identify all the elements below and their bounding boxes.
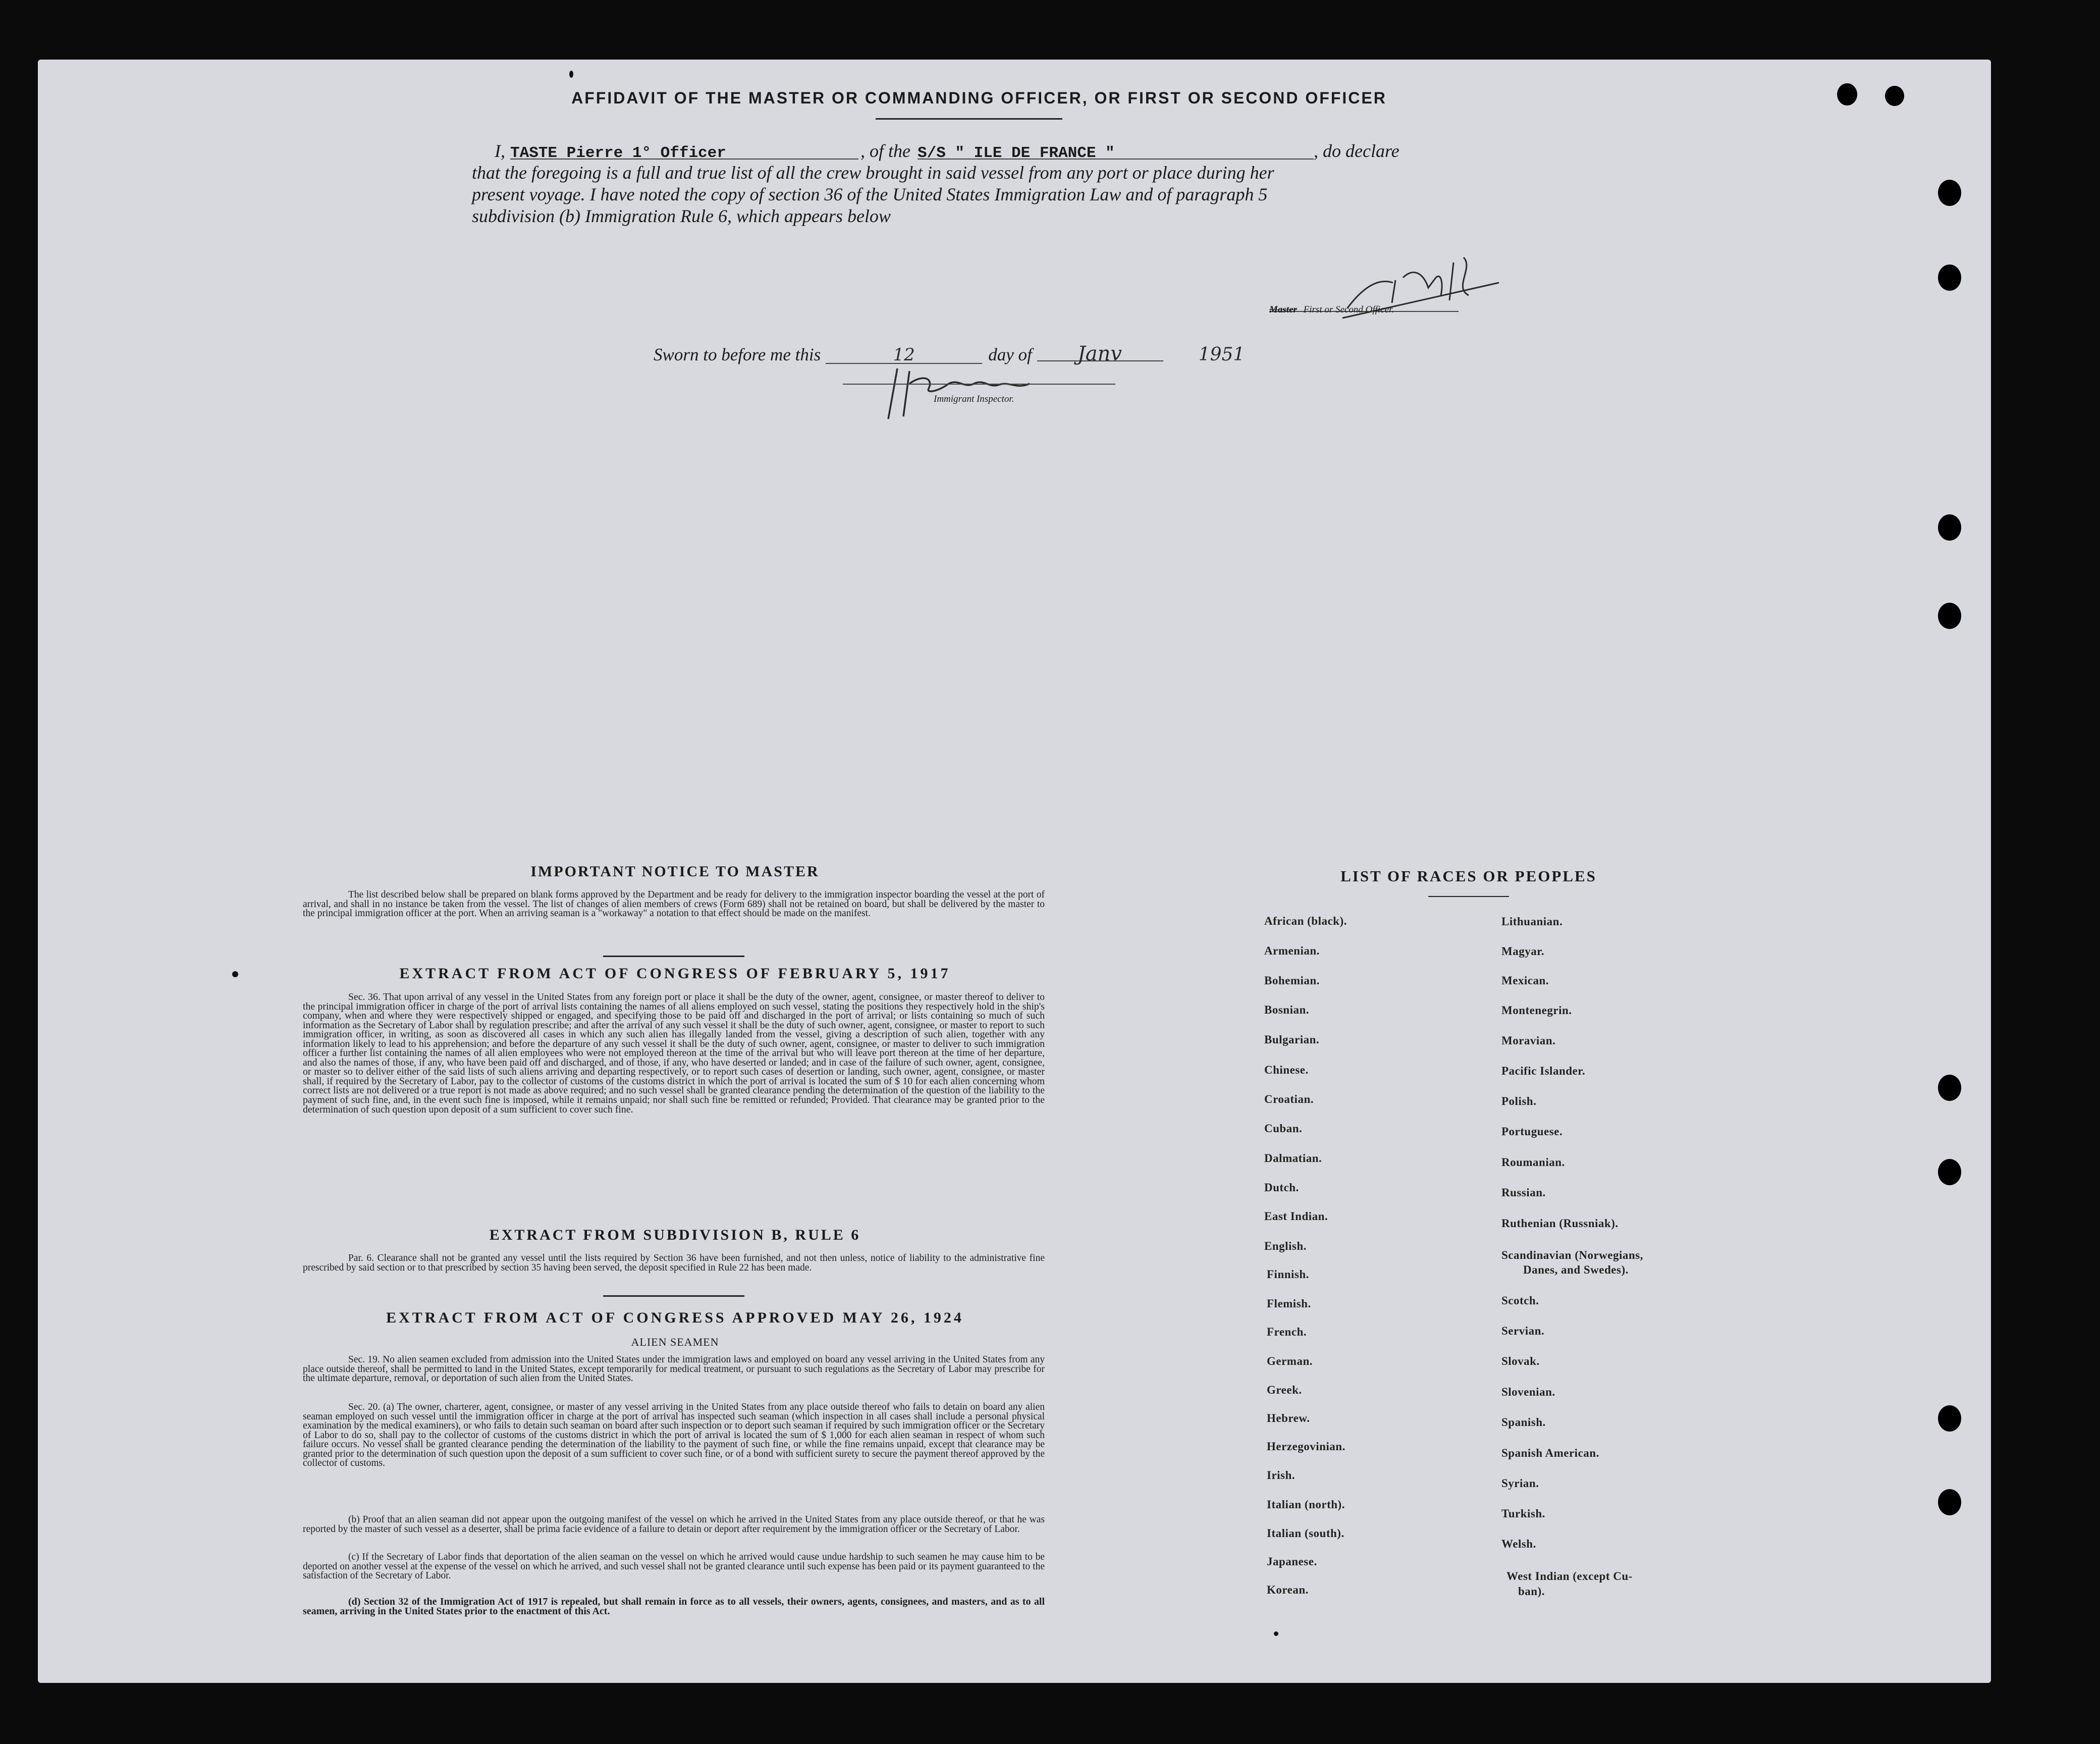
races-rule	[1428, 896, 1509, 897]
extract3-sec20b: (b) Proof that an alien seaman did not appear upon the outgoing manifest of the vessel on which he arrived in the United States from any place outside thereof, or that he was reported by the master of such vessel as a deserter, shall be prima facie evidence of a failure to detain or deport after requirement by the immigration officer or the Secretary of Labor.	[303, 1514, 1045, 1535]
title-rule	[876, 118, 1062, 120]
affidavit-title: AFFIDAVIT OF THE MASTER OR COMMANDING OFFICER, OR FIRST OR SECOND OFFICER	[571, 89, 1387, 107]
race-item: Spanish American.	[1501, 1447, 1599, 1459]
punch-hole	[1885, 86, 1904, 106]
notice-title: IMPORTANT NOTICE TO MASTER	[530, 863, 820, 880]
punch-hole	[1938, 603, 1961, 629]
race-item: West Indian (except Cu-	[1506, 1570, 1633, 1582]
race-item: Polish.	[1501, 1095, 1537, 1107]
race-item: Welsh.	[1501, 1538, 1536, 1550]
race-item: Bosnian.	[1264, 1003, 1310, 1016]
race-item: Italian (south).	[1267, 1527, 1344, 1540]
i-label: I,	[495, 141, 505, 161]
race-item: Montenegrin.	[1501, 1004, 1572, 1017]
race-item: Bulgarian.	[1264, 1033, 1320, 1046]
declaration-line	[495, 140, 1461, 162]
sworn-label: Sworn to before me this	[654, 345, 821, 364]
of-the-label: , of the	[860, 141, 910, 161]
do-declare-label: , do declare	[1313, 141, 1399, 161]
vessel-name-value: S/S " ILE DE FRANCE "	[917, 144, 1115, 162]
inspector-signature-line	[843, 384, 1115, 385]
race-item: Bohemian.	[1264, 974, 1320, 987]
punch-hole	[1938, 514, 1961, 541]
race-item: Syrian.	[1501, 1477, 1539, 1490]
declaration-text-line: present voyage. I have noted the copy of section 36 of the United States Immigration Law and of paragraph 5	[472, 184, 1268, 204]
punch-hole	[1837, 83, 1857, 105]
race-item: Herzegovinian.	[1267, 1440, 1345, 1453]
race-item: French.	[1267, 1326, 1307, 1338]
extract1-text: Sec. 36. That upon arrival of any vessel in the United States from any foreign port or place it shall be the duty of the owner, agent, consignee, or master thereof to deliver to the principal immigration officer in charge of the port of arrival lists containing the names of all aliens employed on such vessel, stating the positions they respectively hold in the ship's company, when and where they were respectively shipped or engaged, and specifying those to be paid off and discharged in the port of arrival; or lists containing so much of such information as the Secretary of Labor shall by regulation prescribe; and after the arrival of any such vessel it shall be the duty of such owner, agent, consignee, or master to report to such immigration officer, in writing, as soon as discovered all cases in which any such alien has illegally landed from the vessel, giving a description of such alien, together with any information likely to lead to his apprehension; and before the departure of any such vessel it shall be the duty of such owner, agent, consignee, or master to deliver to such immigration officer a further list containing the names of all alien employees who were not employed thereon at the time of the arrival but who will leave port thereon at the time of her departure, and also the names of those, if any, who have been paid off and discharged, and of those, if any, who have deserted or landed; and in case of the failure of such owner, agent, consignee, or master so to deliver either of the said lists of such aliens arriving and departing respectively, or to report such cases of desertion or landing, such owner, agent, consignee, or master shall, if required by the Secretary of Labor, pay to the collector of customs of the customs district in which the port of arrival is located the sum of $ 10 for each alien concerning whom correct lists are not delivered or a true report is not made as above required; and no such vessel shall be granted clearance pending the determination of the question of the liability to the payment of such fine, and, in the event such fine is imposed, while it remains unpaid; nor shall such fine be remitted or refunded; Provided. That clearance may be granted prior to the determination of such question upon deposit of a sum sufficient to cover such fine.	[303, 991, 1045, 1115]
race-item: Spanish.	[1501, 1416, 1546, 1429]
race-item: German.	[1267, 1355, 1313, 1367]
ink-speck	[232, 971, 238, 977]
extract3-title: EXTRACT FROM ACT OF CONGRESS APPROVED MAY 26, 1924	[386, 1309, 964, 1326]
extract3-sec20d: (d) Section 32 of the Immigration Act of 1917 is repealed, but shall remain in force as to all vessels, their owners, agents, consignees, and masters, and as to all seamen, arriving in the United States prior to the enactment of this Act.	[303, 1596, 1045, 1617]
race-item: Greek.	[1267, 1384, 1302, 1396]
race-item: Hebrew.	[1267, 1412, 1310, 1424]
extract2-text: Par. 6. Clearance shall not be granted any vessel until the lists required by Section 36 have been furnished, and not then unless, notice of liability to the administrative fine prescribed by said section or to that prescribed by section 35 having been served, the deposit specified in Rule 22 has been made.	[303, 1253, 1045, 1273]
inspector-caption: Immigrant Inspector.	[934, 394, 1014, 404]
race-item: Finnish.	[1267, 1268, 1309, 1281]
race-item: Moravian.	[1501, 1034, 1556, 1047]
extract3-sec19: Sec. 19. No alien seamen excluded from admission into the United States under the immigration laws and employed on board any vessel arriving in the United States from any place outside thereof, shall be permitted to land in the United States, except temporarily for medical treatment, or pursuant to such regulations as the Secretary of Labor may prescribe for the ultimate departure, removal, or deportation of such alien from the United States.	[303, 1354, 1045, 1384]
punch-hole	[1938, 180, 1961, 206]
day-of-label: day of	[988, 345, 1032, 364]
sworn-day-value: 12	[893, 345, 915, 365]
race-item: Armenian.	[1264, 944, 1320, 957]
race-item: Chinese.	[1264, 1064, 1309, 1076]
race-item: Irish.	[1267, 1469, 1296, 1482]
inspector-signature	[878, 353, 1050, 424]
signature-caption	[1269, 304, 1394, 315]
race-item: Dalmatian.	[1264, 1152, 1322, 1165]
punch-hole	[1938, 1489, 1961, 1515]
extract1-title: EXTRACT FROM ACT OF CONGRESS OF FEBRUARY 5, 1917	[399, 965, 951, 982]
punch-hole	[1938, 1159, 1961, 1185]
race-item: Mexican.	[1501, 974, 1549, 987]
race-item: ban).	[1518, 1585, 1545, 1598]
extract2-rule	[603, 1295, 744, 1297]
race-item: African (black).	[1264, 915, 1347, 927]
punch-hole	[1938, 265, 1961, 291]
extract2-title: EXTRACT FROM SUBDIVISION B, RULE 6	[489, 1227, 861, 1243]
punch-hole	[1938, 1405, 1961, 1432]
sworn-year-field[interactable]	[1198, 344, 1254, 365]
race-item: English.	[1264, 1240, 1307, 1252]
race-item: Italian (north).	[1267, 1498, 1345, 1511]
race-item: Cuban.	[1264, 1122, 1303, 1135]
notice-rule	[603, 956, 744, 957]
master-struck-label: Master	[1269, 304, 1297, 315]
ink-speck	[1274, 1631, 1278, 1636]
race-item: Slovenian.	[1501, 1386, 1555, 1398]
race-item: Korean.	[1267, 1583, 1309, 1596]
sworn-year-value: 1951	[1198, 344, 1245, 365]
race-item: Turkish.	[1501, 1507, 1545, 1520]
officer-name-value: TASTE Pierre 1° Officer	[510, 144, 726, 162]
race-item: Scotch.	[1501, 1294, 1539, 1307]
extract3-subtitle: ALIEN SEAMEN	[631, 1336, 719, 1348]
punch-hole	[1938, 1075, 1961, 1101]
race-item: Danes, and Swedes).	[1523, 1263, 1629, 1276]
race-item: Roumanian.	[1501, 1156, 1565, 1169]
race-item: Magyar.	[1501, 945, 1545, 958]
sworn-month-field[interactable]	[1037, 342, 1163, 365]
affidavit-body	[472, 140, 1461, 227]
declaration-text-line: subdivision (b) Immigration Rule 6, which appears below	[472, 206, 891, 226]
sworn-month-value: Janv	[1077, 342, 1122, 365]
race-item: Dutch.	[1264, 1181, 1299, 1194]
extract3-sec20c: (c) If the Secretary of Labor finds that deportation of the alien seaman on the vessel on which he arrived would cause undue hardship to such seamen he may cause him to be deported on another vessel at the expense of the vessel on which he arrived, and such vessel shall not be granted clearance until such expense has been paid or its payment guaranteed to the satisfaction of the Secretary of Labor.	[303, 1552, 1045, 1581]
race-item: Ruthenian (Russniak).	[1501, 1217, 1619, 1230]
extract3-sec20a: Sec. 20. (a) The owner, charterer, agent, consignee, or master of any vessel arriving in the United States from any place outside thereof who fails to detain on board any alien seaman employed on such vessel until the immigration officer in charge at the port of arrival has inspected such seaman (which inspection in all cases shall include a personal physical examination by the medical examiners), or who fails to detain such seaman on board after such inspection or to deport such seaman if required by such immigration officer or the Secretary of Labor to do so, shall pay to the collector of customs of the customs district in which the port of arrival is located the sum of $ 1,000 for each alien seaman in respect of whom such failure occurs. No vessel shall be granted clearance pending the determination of the liability to the payment of such fine, or while the fine remains unpaid, except that clearance may be granted prior to the determination of such question upon the deposit of a sum sufficient to cover such fine, or of a bond with sufficient surety to secure the payment thereof approved by the collector of customs.	[303, 1402, 1045, 1468]
race-item: Slovak.	[1501, 1355, 1540, 1367]
race-item: Lithuanian.	[1501, 915, 1563, 928]
officer-caption: First or Second Officer.	[1303, 304, 1394, 315]
race-item: Flemish.	[1267, 1297, 1311, 1310]
race-item: East Indian.	[1264, 1210, 1328, 1223]
officer-name-field[interactable]	[510, 140, 858, 160]
races-title: LIST OF RACES OR PEOPLES	[1340, 867, 1597, 885]
race-item: Portuguese.	[1501, 1125, 1563, 1138]
race-item: Japanese.	[1267, 1555, 1317, 1568]
race-item: Pacific Islander.	[1501, 1065, 1586, 1077]
race-item: Croatian.	[1264, 1093, 1314, 1105]
race-item: Scandinavian (Norwegians,	[1501, 1249, 1643, 1261]
race-item: Servian.	[1501, 1325, 1545, 1337]
declaration-text-line: that the foregoing is a full and true list of all the crew brought in said vessel from any port or place during her	[472, 163, 1274, 183]
vessel-name-field[interactable]	[918, 140, 1314, 160]
race-item: Russian.	[1501, 1186, 1546, 1199]
ink-speck	[569, 71, 573, 78]
notice-text: The list described below shall be prepared on blank forms approved by the Department and be ready for delivery to the immigration inspector boarding the vessel at the port of arrival, and shall in no instance be taken from the vessel. The list of changes of alien members of crews (Form 689) shall not be retained on board, but shall be delivered by the master to the principal immigration officer at the port. When an arriving seaman is a "workaway" a notation to that effect should be made on the manifest.	[303, 889, 1045, 919]
